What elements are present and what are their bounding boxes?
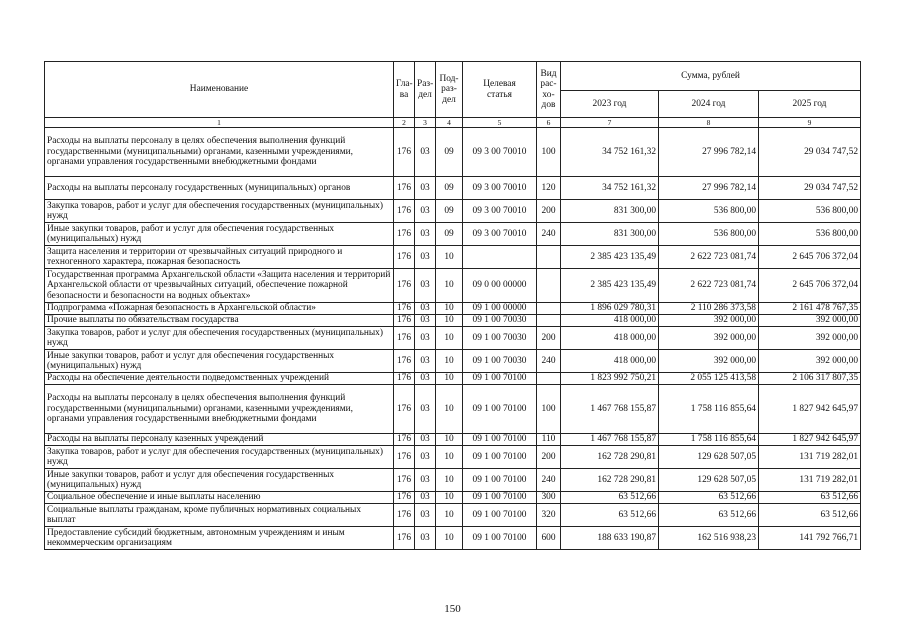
row-sum-2025: 392 000,00 xyxy=(759,350,861,373)
row-sum-2024: 392 000,00 xyxy=(659,315,759,327)
row-name: Расходы на обеспечение деятельности подведомственных учреждений xyxy=(45,373,394,385)
row-subsection: 09 xyxy=(436,223,463,246)
row-section: 03 xyxy=(415,373,436,385)
row-name: Социальное обеспечение и иные выплаты населению xyxy=(45,492,394,504)
row-sum-2023: 2 385 423 135,49 xyxy=(561,246,659,269)
row-target-article: 09 1 00 70100 xyxy=(463,373,537,385)
header-expense-type: Вид рас- хо- дов xyxy=(537,62,561,118)
budget-table xyxy=(44,61,861,550)
table-row xyxy=(45,223,861,246)
row-sum-2025: 131 719 282,01 xyxy=(759,469,861,492)
row-name: Государственная программа Архангельской области «Защита населения и территорий Архангельской области от чрезвычайных ситуаций, обеспечение пожарной безопасности и безопасности на водных объектах» xyxy=(45,269,394,303)
row-section: 03 xyxy=(415,434,436,446)
table-row xyxy=(45,434,861,446)
row-sum-2024: 392 000,00 xyxy=(659,327,759,350)
header-name: Наименование xyxy=(45,62,394,118)
row-sum-2023: 162 728 290,81 xyxy=(561,469,659,492)
row-sum-2025: 2 161 478 767,35 xyxy=(759,303,861,315)
row-sum-2023: 1 896 029 780,31 xyxy=(561,303,659,315)
row-expense-type xyxy=(537,246,561,269)
row-expense-type: 240 xyxy=(537,350,561,373)
row-sum-2023: 418 000,00 xyxy=(561,315,659,327)
row-target-article: 09 1 00 70030 xyxy=(463,315,537,327)
row-section: 03 xyxy=(415,303,436,315)
row-sum-2024: 2 055 125 413,58 xyxy=(659,373,759,385)
row-sum-2023: 1 823 992 750,21 xyxy=(561,373,659,385)
row-expense-type xyxy=(537,315,561,327)
row-expense-type: 320 xyxy=(537,504,561,527)
col-number: 6 xyxy=(537,118,561,128)
table-row xyxy=(45,200,861,223)
row-subsection: 10 xyxy=(436,434,463,446)
row-target-article: 09 3 00 70010 xyxy=(463,177,537,200)
row-chapter: 176 xyxy=(394,385,415,434)
row-sum-2025: 2 645 706 372,04 xyxy=(759,269,861,303)
row-section: 03 xyxy=(415,177,436,200)
row-expense-type: 240 xyxy=(537,469,561,492)
row-sum-2025: 29 034 747,52 xyxy=(759,128,861,177)
row-sum-2025: 2 106 317 807,35 xyxy=(759,373,861,385)
row-chapter: 176 xyxy=(394,527,415,550)
row-subsection: 10 xyxy=(436,504,463,527)
col-number: 7 xyxy=(561,118,659,128)
row-section: 03 xyxy=(415,385,436,434)
row-chapter: 176 xyxy=(394,223,415,246)
page-number: 150 xyxy=(444,603,461,615)
table-row xyxy=(45,469,861,492)
row-sum-2024: 27 996 782,14 xyxy=(659,128,759,177)
row-section: 03 xyxy=(415,504,436,527)
row-section: 03 xyxy=(415,469,436,492)
row-section: 03 xyxy=(415,315,436,327)
row-sum-2023: 162 728 290,81 xyxy=(561,446,659,469)
row-name: Защита населения и территории от чрезвычайных ситуаций природного и техногенного характера, пожарная безопасность xyxy=(45,246,394,269)
row-sum-2023: 1 467 768 155,87 xyxy=(561,434,659,446)
table-row xyxy=(45,446,861,469)
row-section: 03 xyxy=(415,269,436,303)
row-sum-2025: 1 827 942 645,97 xyxy=(759,434,861,446)
row-sum-2024: 63 512,66 xyxy=(659,504,759,527)
row-target-article: 09 1 00 70100 xyxy=(463,385,537,434)
table-row xyxy=(45,527,861,550)
row-sum-2025: 536 800,00 xyxy=(759,223,861,246)
row-sum-2023: 34 752 161,32 xyxy=(561,177,659,200)
row-target-article: 09 1 00 00000 xyxy=(463,303,537,315)
header-year-2025: 2025 год xyxy=(759,91,861,118)
row-target-article: 09 1 00 70100 xyxy=(463,527,537,550)
row-section: 03 xyxy=(415,492,436,504)
row-subsection: 10 xyxy=(436,315,463,327)
row-name: Расходы на выплаты персоналу в целях обеспечения выполнения функций государственными (муниципальными) органами, казенными учреждениями, органами управления государственными внебюджетными фондами xyxy=(45,385,394,434)
row-subsection: 10 xyxy=(436,527,463,550)
row-section: 03 xyxy=(415,350,436,373)
header-year-2024: 2024 год xyxy=(659,91,759,118)
row-chapter: 176 xyxy=(394,469,415,492)
row-name: Расходы на выплаты персоналу в целях обеспечения выполнения функций государственными (муниципальными) органами, казенными учреждениями, органами управления государственными внебюджетными фондами xyxy=(45,128,394,177)
row-sum-2024: 162 516 938,23 xyxy=(659,527,759,550)
row-target-article: 09 1 00 70030 xyxy=(463,350,537,373)
row-name: Иные закупки товаров, работ и услуг для обеспечения государственных (муниципальных) нужд xyxy=(45,223,394,246)
row-expense-type: 200 xyxy=(537,446,561,469)
row-name: Социальные выплаты гражданам, кроме публичных нормативных социальных выплат xyxy=(45,504,394,527)
row-name: Иные закупки товаров, работ и услуг для обеспечения государственных (муниципальных) нужд xyxy=(45,350,394,373)
row-sum-2023: 63 512,66 xyxy=(561,504,659,527)
col-number: 8 xyxy=(659,118,759,128)
col-number: 3 xyxy=(415,118,436,128)
row-section: 03 xyxy=(415,128,436,177)
row-expense-type: 200 xyxy=(537,200,561,223)
row-subsection: 09 xyxy=(436,177,463,200)
row-sum-2023: 418 000,00 xyxy=(561,350,659,373)
header-chapter: Гла- ва xyxy=(394,62,415,118)
row-expense-type: 600 xyxy=(537,527,561,550)
row-name: Прочие выплаты по обязательствам государства xyxy=(45,315,394,327)
row-sum-2024: 129 628 507,05 xyxy=(659,469,759,492)
row-sum-2023: 2 385 423 135,49 xyxy=(561,269,659,303)
row-subsection: 10 xyxy=(436,373,463,385)
table-row xyxy=(45,177,861,200)
row-subsection: 10 xyxy=(436,327,463,350)
row-target-article: 09 3 00 70010 xyxy=(463,223,537,246)
col-number: 5 xyxy=(463,118,537,128)
row-expense-type: 100 xyxy=(537,385,561,434)
row-chapter: 176 xyxy=(394,269,415,303)
row-name: Расходы на выплаты персоналу государственных (муниципальных) органов xyxy=(45,177,394,200)
row-target-article: 09 1 00 70100 xyxy=(463,434,537,446)
table-row xyxy=(45,315,861,327)
row-sum-2024: 536 800,00 xyxy=(659,223,759,246)
row-section: 03 xyxy=(415,223,436,246)
row-subsection: 10 xyxy=(436,246,463,269)
table-row xyxy=(45,373,861,385)
row-chapter: 176 xyxy=(394,128,415,177)
col-number: 4 xyxy=(436,118,463,128)
row-chapter: 176 xyxy=(394,373,415,385)
row-target-article: 09 1 00 70100 xyxy=(463,492,537,504)
row-sum-2024: 27 996 782,14 xyxy=(659,177,759,200)
table-row xyxy=(45,385,861,434)
row-target-article: 09 0 00 00000 xyxy=(463,269,537,303)
row-subsection: 10 xyxy=(436,446,463,469)
row-subsection: 10 xyxy=(436,303,463,315)
row-subsection: 09 xyxy=(436,200,463,223)
row-chapter: 176 xyxy=(394,303,415,315)
table-header xyxy=(45,62,861,128)
table-body xyxy=(45,128,861,550)
row-sum-2024: 536 800,00 xyxy=(659,200,759,223)
row-sum-2025: 536 800,00 xyxy=(759,200,861,223)
table-row xyxy=(45,350,861,373)
header-section: Раз- дел xyxy=(415,62,436,118)
row-subsection: 10 xyxy=(436,492,463,504)
row-name: Закупка товаров, работ и услуг для обеспечения государственных (муниципальных) нужд xyxy=(45,327,394,350)
row-expense-type xyxy=(537,373,561,385)
row-chapter: 176 xyxy=(394,327,415,350)
row-chapter: 176 xyxy=(394,315,415,327)
row-sum-2024: 2 110 286 373,58 xyxy=(659,303,759,315)
row-chapter: 176 xyxy=(394,177,415,200)
row-expense-type: 300 xyxy=(537,492,561,504)
row-sum-2025: 392 000,00 xyxy=(759,315,861,327)
row-subsection: 10 xyxy=(436,385,463,434)
row-sum-2025: 141 792 766,71 xyxy=(759,527,861,550)
row-sum-2023: 831 300,00 xyxy=(561,200,659,223)
row-name: Закупка товаров, работ и услуг для обеспечения государственных (муниципальных) нужд xyxy=(45,200,394,223)
row-target-article: 09 3 00 70010 xyxy=(463,200,537,223)
row-sum-2023: 63 512,66 xyxy=(561,492,659,504)
row-section: 03 xyxy=(415,446,436,469)
col-number: 2 xyxy=(394,118,415,128)
row-target-article xyxy=(463,246,537,269)
row-name: Подпрограмма «Пожарная безопасность в Архангельской области» xyxy=(45,303,394,315)
row-sum-2024: 129 628 507,05 xyxy=(659,446,759,469)
row-sum-2025: 29 034 747,52 xyxy=(759,177,861,200)
row-name: Иные закупки товаров, работ и услуг для обеспечения государственных (муниципальных) нужд xyxy=(45,469,394,492)
row-sum-2025: 2 645 706 372,04 xyxy=(759,246,861,269)
row-expense-type: 100 xyxy=(537,128,561,177)
header-year-2023: 2023 год xyxy=(561,91,659,118)
row-chapter: 176 xyxy=(394,200,415,223)
row-chapter: 176 xyxy=(394,504,415,527)
table-row xyxy=(45,269,861,303)
table-row xyxy=(45,303,861,315)
row-subsection: 10 xyxy=(436,469,463,492)
row-sum-2023: 418 000,00 xyxy=(561,327,659,350)
row-sum-2025: 63 512,66 xyxy=(759,492,861,504)
row-section: 03 xyxy=(415,246,436,269)
row-expense-type: 110 xyxy=(537,434,561,446)
row-chapter: 176 xyxy=(394,492,415,504)
row-sum-2024: 392 000,00 xyxy=(659,350,759,373)
row-sum-2025: 63 512,66 xyxy=(759,504,861,527)
row-sum-2023: 831 300,00 xyxy=(561,223,659,246)
row-sum-2025: 131 719 282,01 xyxy=(759,446,861,469)
header-subsection: Под- раз- дел xyxy=(436,62,463,118)
row-sum-2023: 188 633 190,87 xyxy=(561,527,659,550)
table-row xyxy=(45,492,861,504)
row-sum-2024: 1 758 116 855,64 xyxy=(659,385,759,434)
row-section: 03 xyxy=(415,527,436,550)
row-sum-2023: 1 467 768 155,87 xyxy=(561,385,659,434)
row-target-article: 09 1 00 70030 xyxy=(463,327,537,350)
row-sum-2025: 1 827 942 645,97 xyxy=(759,385,861,434)
table-row xyxy=(45,327,861,350)
col-number: 9 xyxy=(759,118,861,128)
row-subsection: 09 xyxy=(436,128,463,177)
row-target-article: 09 3 00 70010 xyxy=(463,128,537,177)
row-name: Предоставление субсидий бюджетным, автономным учреждениям и иным некоммерческим организациям xyxy=(45,527,394,550)
row-expense-type xyxy=(537,303,561,315)
row-target-article: 09 1 00 70100 xyxy=(463,446,537,469)
row-expense-type: 240 xyxy=(537,223,561,246)
table-row xyxy=(45,504,861,527)
col-number: 1 xyxy=(45,118,394,128)
row-target-article: 09 1 00 70100 xyxy=(463,504,537,527)
row-chapter: 176 xyxy=(394,350,415,373)
row-chapter: 176 xyxy=(394,434,415,446)
table-row xyxy=(45,246,861,269)
row-section: 03 xyxy=(415,327,436,350)
row-sum-2024: 2 622 723 081,74 xyxy=(659,246,759,269)
table-row xyxy=(45,128,861,177)
header-sum: Сумма, рублей xyxy=(561,62,861,91)
row-expense-type: 200 xyxy=(537,327,561,350)
row-section: 03 xyxy=(415,200,436,223)
header-target: Целевая статья xyxy=(463,62,537,118)
row-sum-2025: 392 000,00 xyxy=(759,327,861,350)
row-subsection: 10 xyxy=(436,269,463,303)
row-sum-2023: 34 752 161,32 xyxy=(561,128,659,177)
row-name: Закупка товаров, работ и услуг для обеспечения государственных (муниципальных) нужд xyxy=(45,446,394,469)
row-chapter: 176 xyxy=(394,246,415,269)
row-subsection: 10 xyxy=(436,350,463,373)
row-name: Расходы на выплаты персоналу казенных учреждений xyxy=(45,434,394,446)
row-sum-2024: 2 622 723 081,74 xyxy=(659,269,759,303)
row-sum-2024: 1 758 116 855,64 xyxy=(659,434,759,446)
row-chapter: 176 xyxy=(394,446,415,469)
row-sum-2024: 63 512,66 xyxy=(659,492,759,504)
row-expense-type: 120 xyxy=(537,177,561,200)
row-expense-type xyxy=(537,269,561,303)
row-target-article: 09 1 00 70100 xyxy=(463,469,537,492)
